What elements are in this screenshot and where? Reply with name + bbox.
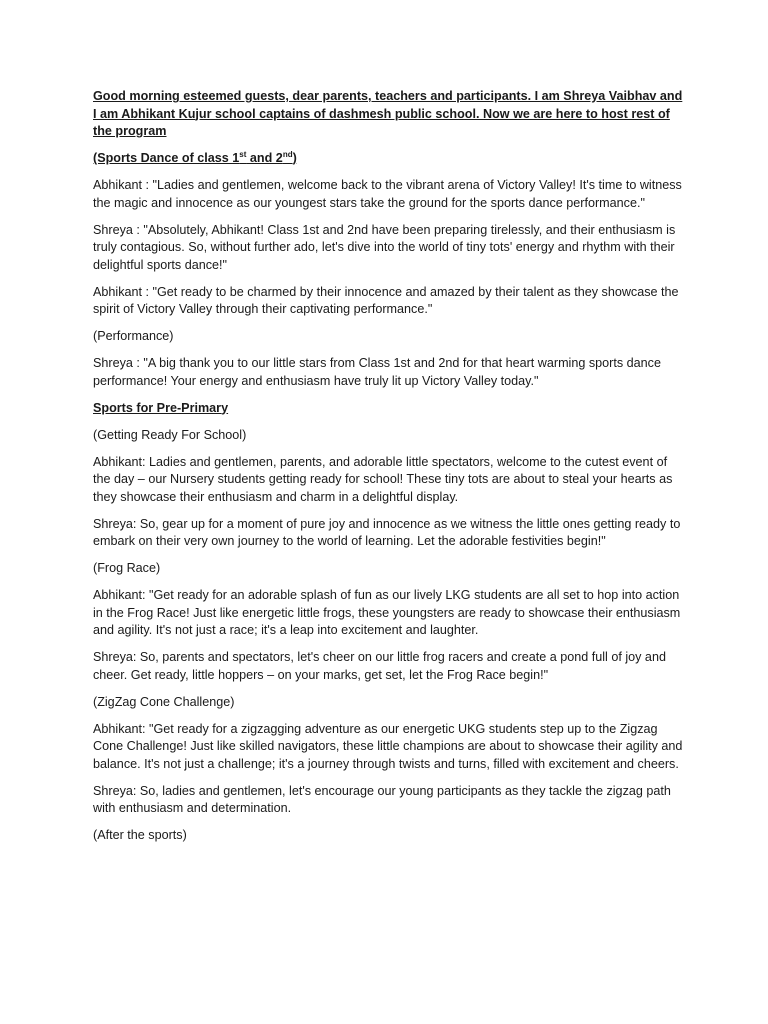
- paragraph: Shreya: So, ladies and gentlemen, let's encourage our young participants as they tackle the zigzag path with enthusiasm and determination.: [93, 783, 671, 815]
- paragraph: Shreya: So, parents and spectators, let's cheer on our little frog racers and create a pond full of joy and cheer. Get ready, little hoppers – on your marks, get set, let the Frog Race begin!": [93, 650, 666, 682]
- intro-heading: Good morning esteemed guests, dear parents, teachers and participants. I am Shreya Vaibhav and I am Abhikant Kujur school captains of dashmesh public school. Now we are here to host rest of the program: [93, 89, 683, 138]
- superscript-nd: nd: [282, 149, 293, 159]
- paragraph: Abhikant : "Ladies and gentlemen, welcome back to the vibrant arena of Victory Valley! It's time to witness the magic and innocence as our youngest stars take the ground for the sports dance performance.": [93, 178, 682, 210]
- section-heading-pre-primary: Sports for Pre-Primary: [93, 400, 229, 415]
- paragraph: Shreya: So, gear up for a moment of pure joy and innocence as we witness the little ones getting ready to embark on their very own journey to the world of learning. Let the adorable festivities begin!": [93, 516, 681, 548]
- stage-direction: (ZigZag Cone Challenge): [93, 694, 235, 709]
- paragraph: Abhikant: Ladies and gentlemen, parents, and adorable little spectators, welcome to the cutest event of the day – our Nursery students getting ready for school! These tiny tots are about to steal your hearts as they showcase their enthusiasm and charm in a delightful display.: [93, 454, 673, 504]
- stage-direction: (Frog Race): [93, 561, 161, 575]
- stage-direction: (Getting Ready For School): [93, 427, 247, 442]
- section-heading-sports-dance: [93, 150, 683, 168]
- paragraph: Abhikant : "Get ready to be charmed by their innocence and amazed by their talent as they showcase the spirit of Victory Valley through their captivating performance.": [93, 284, 679, 316]
- paragraph: Abhikant: "Get ready for a zigzagging adventure as our energetic UKG students step up to the Zigzag Cone Challenge! Just like skilled navigators, these little champions are about to showcase their agility and balance. It's not just a challenge; it's a journey through twists and turns, filled with excitement and cheers.: [93, 721, 683, 771]
- heading-text: (Sports Dance of class 1: [93, 151, 240, 165]
- heading-text: and 2: [246, 151, 283, 165]
- paragraph: Shreya : "Absolutely, Abhikant! Class 1st and 2nd have been preparing tirelessly, and their enthusiasm is truly contagious. So, without further ado, let's dive into the world of tiny tots' energy and rhythm with their delightful sports dance!": [93, 222, 676, 272]
- paragraph: Shreya : "A big thank you to our little stars from Class 1st and 2nd for that heart warming sports dance performance! Your energy and enthusiasm have truly lit up Victory Valley today.": [93, 356, 661, 388]
- stage-direction: (Performance): [93, 329, 174, 343]
- stage-direction: (After the sports): [93, 828, 187, 842]
- superscript-st: st: [239, 149, 247, 159]
- paragraph: Abhikant: "Get ready for an adorable splash of fun as our lively LKG students are all set to hop into action in the Frog Race! Just like energetic little frogs, these youngsters are ready to showcase their enthusiasm and agility. It's not just a race; it's a leap into excitement and laughter.: [93, 588, 681, 637]
- heading-text: ): [292, 151, 297, 165]
- document-page: [93, 88, 683, 854]
